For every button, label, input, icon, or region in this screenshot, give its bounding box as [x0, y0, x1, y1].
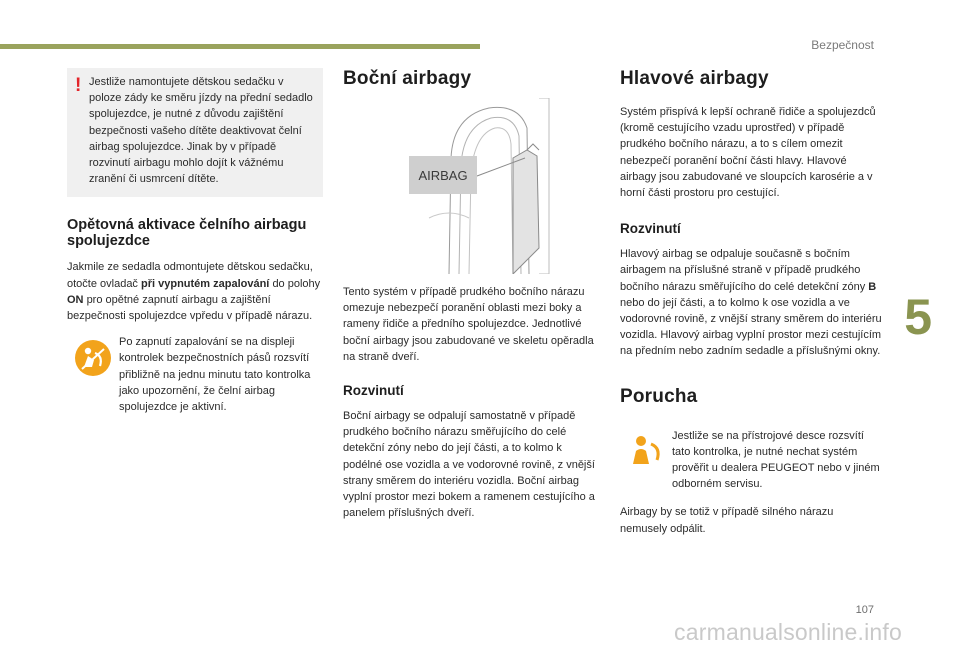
side-deploy-heading: Rozvinutí: [343, 383, 404, 399]
head-deploy-heading: Rozvinutí: [620, 221, 681, 237]
indicator-text: Po zapnutí zapalování se na displeji kontrolek bezpečnostních pásů rozsvítí přibližně na jednu minutu tato kontrolka jako upozornění, že čelní airbag spolujezdce je aktivní.: [119, 336, 311, 414]
reactivation-text: Jakmile ze sedadla odmontujete dětskou sedačku, otočte ovladač při vypnutém zapalování do polohy ON pro opětné zapnutí airbagu a zajištění bezpečnosti spolujezdce vpředu v případě nárazu.: [67, 261, 321, 323]
fault-note: Airbagy by se totiž v případě silného nárazu nemusely odpálit.: [620, 506, 834, 535]
head-deploy-text: Hlavový airbag se odpaluje současně s bočním airbagem na příslušné straně v případě prudkého bočního nárazu směřujícího do celé detekční zóny B nebo do její části, a to kolmo k ose vozidla a ve vodorovné rovině, z vnější strany směrem do interiéru vozidla. Hlavový airbag vyplní prostor mezi cestujícím na předním nebo zadním sedadle a příslušnými okny.: [620, 248, 882, 358]
side-deploy-text: Boční airbagy se odpalují samostatně v případě prudkého bočního nárazu směřujícího do celé detekční zóny nebo do její části, a to kolmo k podélné ose vozidla a ve vodorovné rovině, z vnější strany směrem do interiéru vozidla. Boční airbag vyplní prostor mezi bokem a ramenem cestujícího a panelem příslušných dveří.: [343, 410, 595, 520]
indicator-row: [67, 334, 323, 415]
warning-text: Jestliže namontujete dětskou sedačku v poloze zády ke směru jízdy na přední sedadlo spolujezdce, je nutné z důvodu zajištění bezpečnosti vašeho dítěte deaktivovat čelní airbag spolujezdce. Jinak by v případě rozvinutí airbagu mohlo dojít k vážnému zranění či usmrcení dítěte.: [89, 76, 313, 186]
seat-illustration: [409, 98, 559, 274]
airbag-fault-indicator-icon: [620, 428, 672, 468]
column-left: [67, 68, 323, 415]
head-airbags-heading: Hlavové airbagy: [620, 68, 769, 89]
fault-row: [620, 428, 882, 493]
fault-heading: Porucha: [620, 385, 698, 407]
column-right: [620, 68, 882, 537]
reactivation-heading: Opětovná aktivace čelního airbagu spolujezdce: [67, 217, 307, 250]
section-title: Bezpečnost: [811, 38, 874, 52]
head-airbags-intro: Systém přispívá k lepší ochraně řidiče a spolujezdců (kromě cestujícího vzadu uprostřed) v případě prudkého bočního nárazu, a to s cílem omezit nebezpečí poranění boční části hlavy. Hlavové airbagy jsou zabudované ve sloupcích karosérie a v horní části prostoru pro cestující.: [620, 106, 876, 200]
airbag-off-indicator-icon: [67, 334, 119, 378]
header-accent-bar: [0, 44, 480, 49]
warning-box: [67, 68, 323, 197]
side-airbags-intro: Tento systém v případě prudkého bočního nárazu omezuje nebezpečí poranění oblasti mezi boky a rameny řidiče a předního spolujezdce. Jednotlivé boční airbagy jsou zabudované ve skeletu opěradla na straně dveří.: [343, 286, 594, 363]
chapter-number: 5: [904, 289, 932, 345]
watermark: carmanualsonline.info: [674, 619, 902, 645]
page-number: 107: [855, 604, 874, 616]
column-middle: [343, 68, 601, 521]
warning-icon: !: [75, 75, 82, 96]
airbag-label: AIRBAG: [409, 156, 477, 194]
side-airbags-heading: Boční airbagy: [343, 68, 472, 89]
fault-text: Jestliže se na přístrojové desce rozsvítí tato kontrolka, je nutné nechat systém prověřit u dealera PEUGEOT nebo v jiném odborném servisu.: [672, 429, 880, 491]
